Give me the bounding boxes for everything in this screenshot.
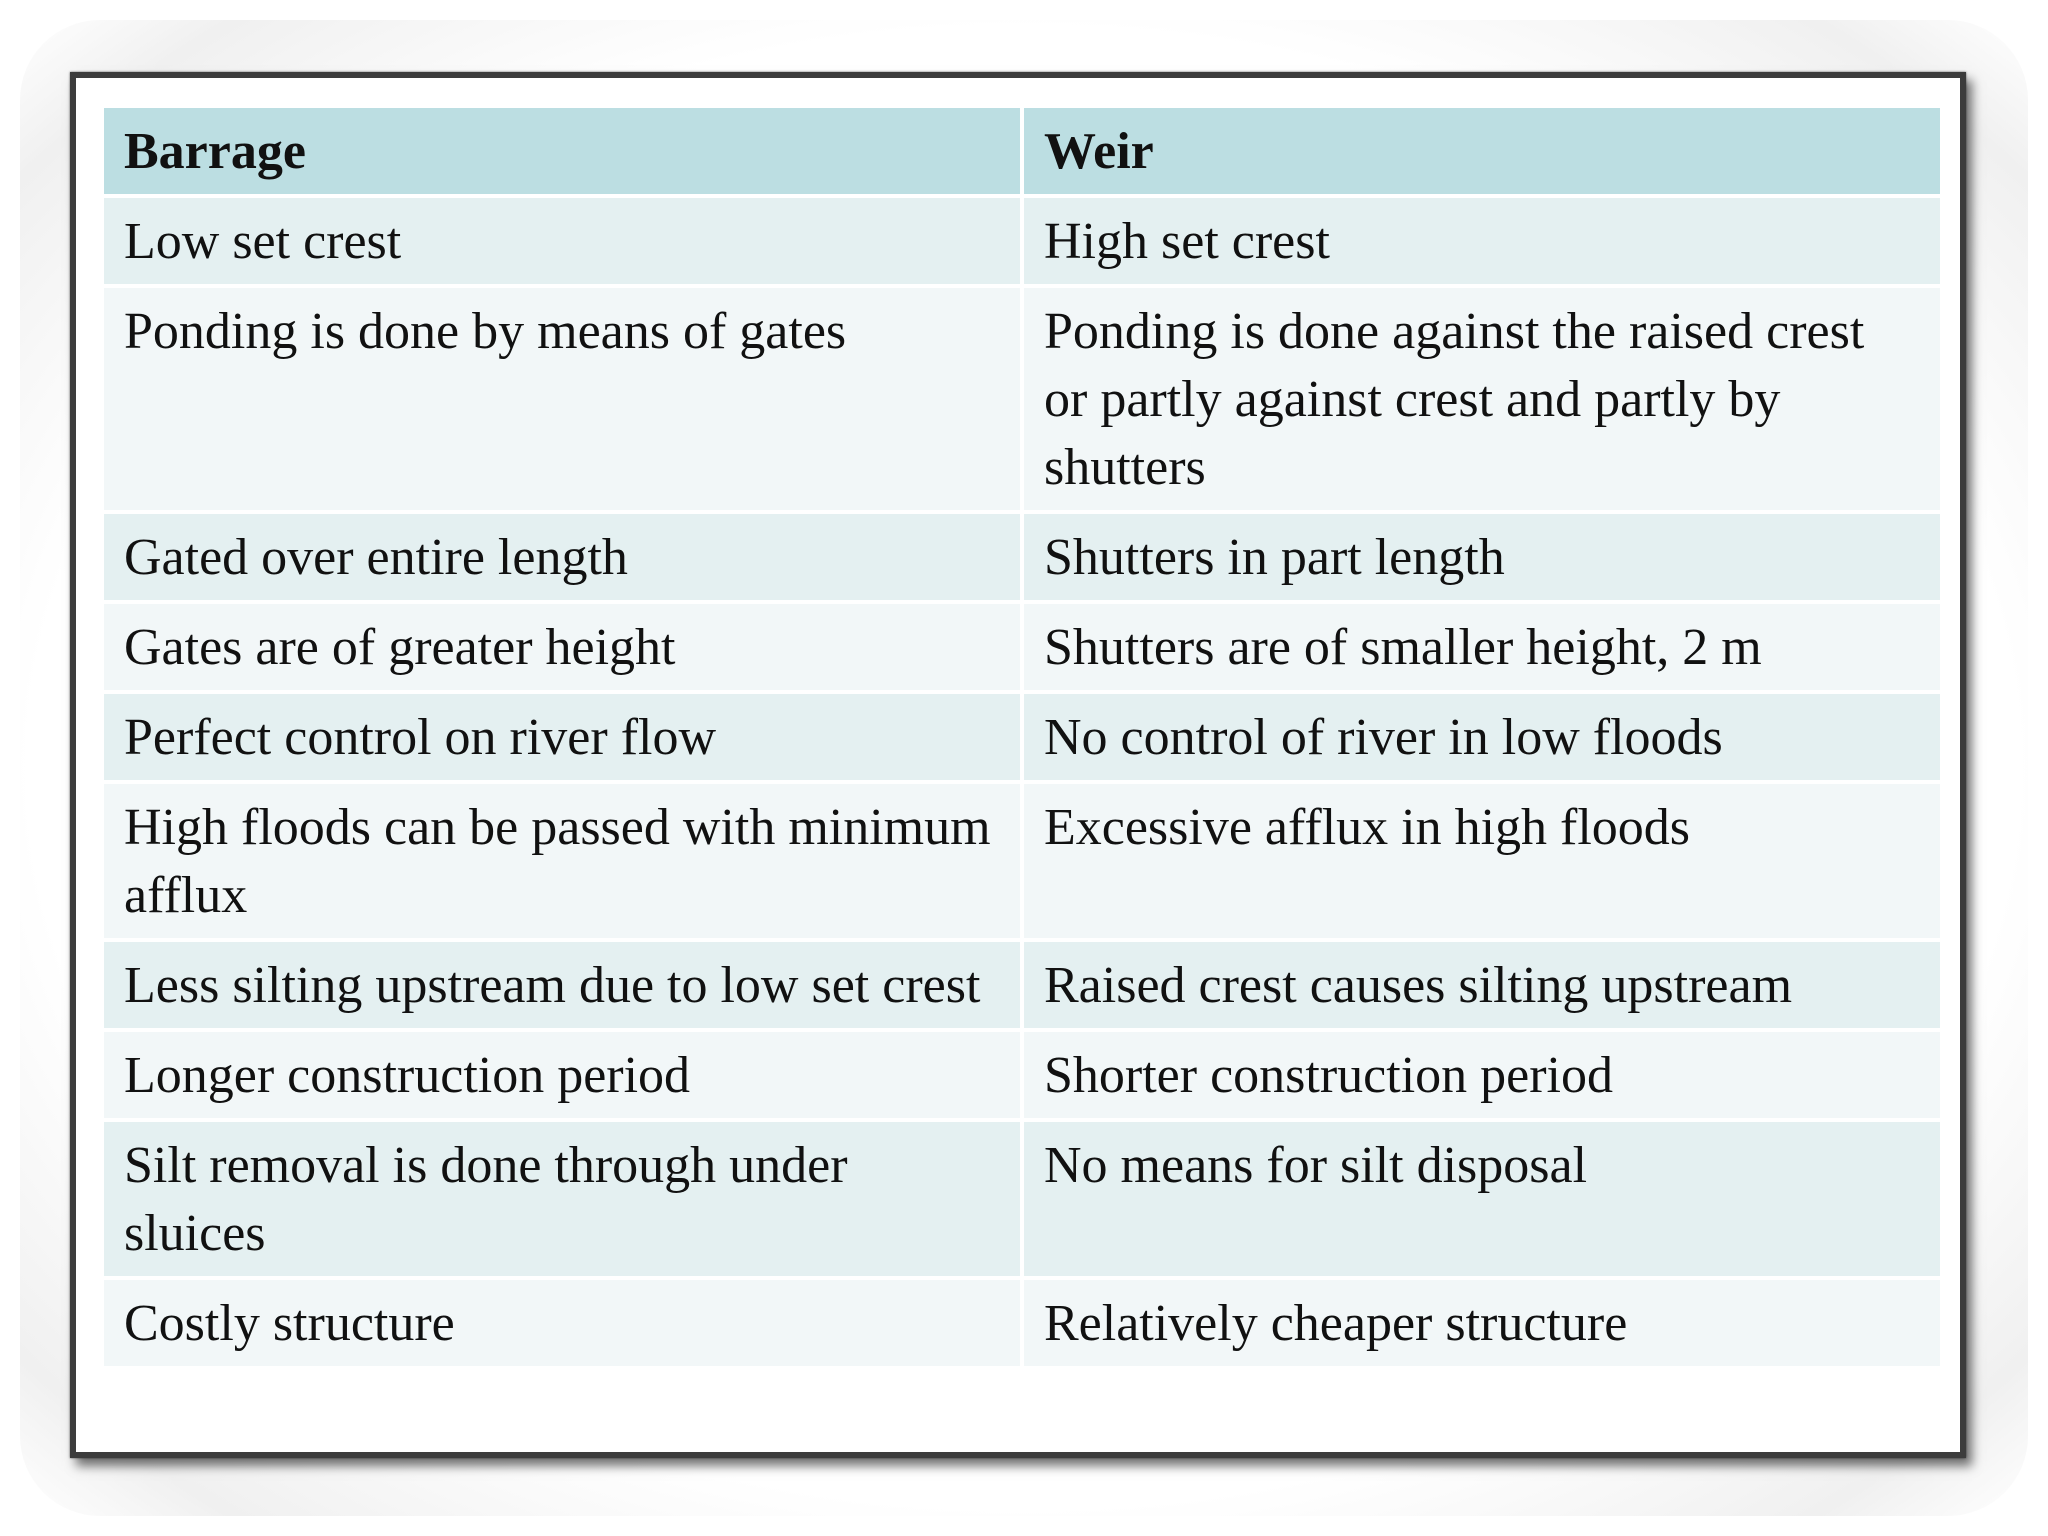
barrage-cell: Silt removal is done through under sluices — [104, 1122, 1020, 1276]
barrage-cell: Gates are of greater height — [104, 604, 1020, 690]
weir-cell: Ponding is done against the raised crest or partly against crest and partly by shutters — [1024, 288, 1940, 510]
weir-cell: No means for silt disposal — [1024, 1122, 1940, 1276]
table-row — [104, 784, 1940, 938]
table-row — [104, 942, 1940, 1028]
weir-cell: No control of river in low floods — [1024, 694, 1940, 780]
table-row — [104, 198, 1940, 284]
table-header-row — [104, 108, 1940, 194]
header-barrage: Barrage — [104, 108, 1020, 194]
weir-cell: Raised crest causes silting upstream — [1024, 942, 1940, 1028]
weir-cell: Shutters in part length — [1024, 514, 1940, 600]
table-row — [104, 1122, 1940, 1276]
weir-cell: Excessive afflux in high floods — [1024, 784, 1940, 938]
barrage-cell: Costly structure — [104, 1280, 1020, 1366]
table-row — [104, 1280, 1940, 1366]
weir-cell: Relatively cheaper structure — [1024, 1280, 1940, 1366]
barrage-cell: Ponding is done by means of gates — [104, 288, 1020, 510]
weir-cell: High set crest — [1024, 198, 1940, 284]
barrage-cell: Longer construction period — [104, 1032, 1020, 1118]
weir-cell: Shorter construction period — [1024, 1032, 1940, 1118]
weir-cell: Shutters are of smaller height, 2 m — [1024, 604, 1940, 690]
comparison-table — [100, 104, 1944, 1370]
barrage-cell: High floods can be passed with minimum afflux — [104, 784, 1020, 938]
table-row — [104, 1032, 1940, 1118]
barrage-cell: Low set crest — [104, 198, 1020, 284]
table-row — [104, 288, 1940, 510]
barrage-cell: Less silting upstream due to low set crest — [104, 942, 1020, 1028]
barrage-cell: Gated over entire length — [104, 514, 1020, 600]
table-row — [104, 694, 1940, 780]
table-row — [104, 514, 1940, 600]
table-row — [104, 604, 1940, 690]
header-weir: Weir — [1024, 108, 1940, 194]
barrage-cell: Perfect control on river flow — [104, 694, 1020, 780]
